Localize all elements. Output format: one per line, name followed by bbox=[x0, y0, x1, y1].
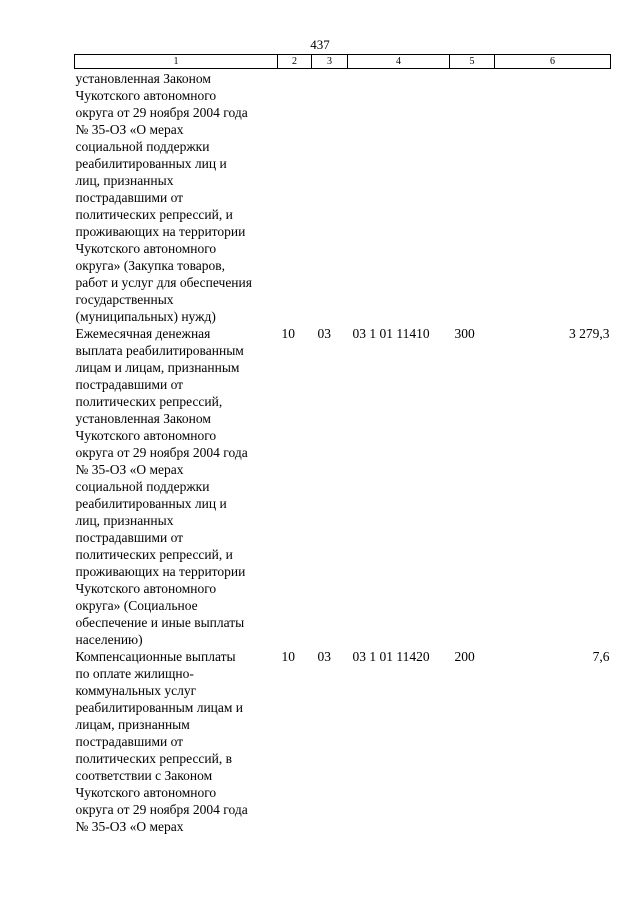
row-section: 10 bbox=[281, 649, 295, 664]
row-section bbox=[278, 69, 312, 326]
table-row bbox=[75, 648, 611, 835]
row-expense-type bbox=[450, 69, 495, 326]
row-section: 10 bbox=[281, 326, 295, 341]
table-header-row bbox=[75, 55, 611, 69]
page-number: 437 bbox=[310, 37, 330, 52]
row-subsection: 03 bbox=[317, 326, 331, 341]
row-amount: 3 279,3 bbox=[569, 326, 610, 341]
row-expense-type: 300 bbox=[454, 326, 475, 341]
column-header-4: 4 bbox=[348, 55, 450, 69]
row-target-code: 03 1 01 11410 bbox=[352, 326, 430, 341]
row-subsection bbox=[312, 69, 348, 326]
row-description: Ежемесячная денежная выплата реабилитированным лицам и лицам, признанным пострадавшими от политических репрессий, установленная Законом Чукотского автономного округа от 29 ноября 2004 года № 35-ОЗ «О мерах социальной поддержки реабилитированных лиц и лиц, признанных пострадавшими от политических репрессий, и проживающих на территории Чукотского автономного округа» (Социальное обеспечение и иные выплаты населению) bbox=[75, 326, 248, 647]
row-subsection: 03 bbox=[317, 649, 331, 664]
budget-table bbox=[74, 54, 611, 835]
row-description: установленная Законом Чукотского автономного округа от 29 ноября 2004 года № 35-ОЗ «О мерах социальной поддержки реабилитированных лиц и лиц, признанных пострадавшими от политических репрессий, и проживающих на территории Чукотского автономного округа» (Закупка товаров, работ и услуг для обеспечения государственных (муниципальных) нужд) bbox=[75, 71, 252, 324]
row-target-code: 03 1 01 11420 bbox=[352, 649, 430, 664]
table-row bbox=[75, 325, 611, 648]
column-header-2: 2 bbox=[278, 55, 312, 69]
column-header-6: 6 bbox=[495, 55, 611, 69]
row-amount: 7,6 bbox=[592, 649, 610, 664]
column-header-5: 5 bbox=[450, 55, 495, 69]
column-header-3: 3 bbox=[312, 55, 348, 69]
column-header-1: 1 bbox=[75, 55, 278, 69]
row-target-code bbox=[348, 69, 450, 326]
table-row bbox=[75, 69, 611, 326]
row-expense-type: 200 bbox=[454, 649, 475, 664]
row-amount bbox=[495, 69, 611, 326]
row-description: Компенсационные выплаты по оплате жилищно- коммунальных услуг реабилитированным лицам и лицам, признанным пострадавшими от политических репрессий, в соответствии с Законом Чукотского автономного округа от 29 ноября 2004 года № 35-ОЗ «О мерах bbox=[75, 649, 248, 834]
